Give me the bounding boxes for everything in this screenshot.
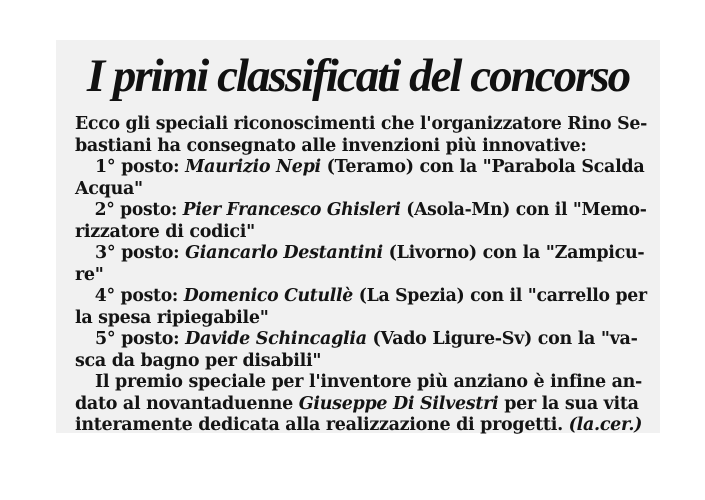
prize-1-place: 1° posto:: [95, 157, 180, 177]
prize-4-line: [75, 286, 647, 308]
prize-1-winner: Maurizio Nepi: [185, 157, 321, 177]
closing-line-2-prefix: dato al novantaduenne: [75, 393, 293, 414]
prize-4-detail: (La Spezia) con il "carrello per: [358, 286, 647, 306]
closing-line-1: Il premio speciale per l'inventore più anziano è infine an-: [95, 372, 643, 392]
prize-1-detail: (Teramo) con la "Parabola Scalda: [326, 157, 645, 177]
prize-2-line: [75, 200, 647, 222]
prize-2-detail: (Asola-Mn) con il "Memo-: [406, 200, 647, 220]
honoree-name: Giuseppe Di Silvestri: [298, 393, 499, 414]
prize-3-winner: Giancarlo Destantini: [185, 243, 383, 263]
closing-line-3: [75, 415, 647, 437]
byline: (la.cer.): [568, 415, 643, 435]
closing-line-3-text: interamente dedicata alla realizzazione di progetti.: [75, 415, 563, 435]
intro-line-1: Ecco gli speciali riconoscimenti che l'organizzatore Rino Se-: [75, 114, 647, 134]
prize-2-place: 2° posto:: [94, 200, 178, 220]
prize-5-winner: Davide Schincaglia: [185, 329, 367, 349]
prize-3-line: [75, 243, 647, 265]
prize-2-winner: Pier Francesco Ghisleri: [182, 200, 401, 220]
prize-4-place: 4° posto:: [94, 286, 179, 306]
closing-line-2: [75, 394, 647, 416]
prize-5-detail: (Vado Ligure-Sv) con la "va-: [372, 329, 638, 349]
prize-5-continuation: sca da bagno per disabili": [75, 350, 322, 371]
prize-3-continuation: re": [75, 264, 104, 285]
headline: I primi classificati del concorso: [86, 50, 630, 102]
prize-2-continuation: rizzatore di codici": [75, 221, 255, 242]
prize-5-line: [75, 329, 647, 351]
prize-1-continuation: Acqua": [75, 178, 143, 199]
prize-3-place: 3° posto:: [95, 243, 180, 263]
prize-5-place: 5° posto:: [95, 329, 180, 349]
prize-4-continuation: la spesa ripiegabile": [75, 307, 269, 328]
prize-4-winner: Domenico Cutullè: [183, 286, 354, 306]
prize-1-line: [75, 157, 647, 179]
prize-3-detail: (Livorno) con la "Zampicu-: [388, 243, 645, 263]
closing-line-2-suffix: per la sua vita: [504, 393, 639, 414]
intro-line-2: bastiani ha consegnato alle invenzioni più innovative:: [75, 135, 587, 156]
article-body: [75, 114, 647, 437]
newspaper-clipping: [56, 40, 660, 433]
